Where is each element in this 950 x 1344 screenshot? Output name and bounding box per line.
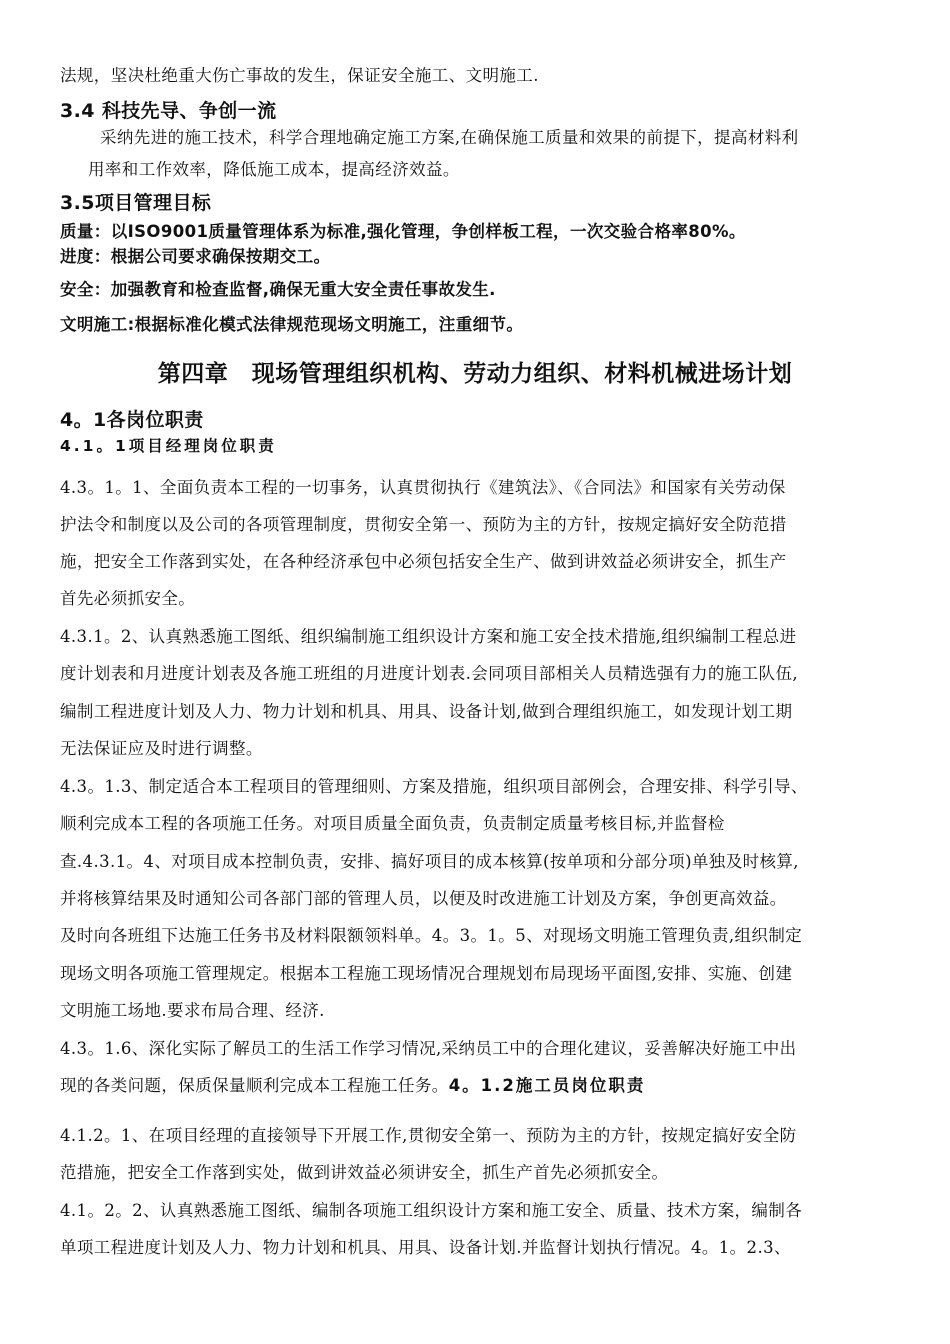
body-text-line: 顺利完成本工程的各项施工任务。对项目质量全面负责，负责制定质量考核目标,并监督检: [60, 814, 725, 833]
body-text-line: 并将核算结果及时通知公司各部门部的管理人员，以便及时改进施工计划及方案，争创更高效益。: [60, 889, 787, 908]
body-text-line: 4.3.1。2、认真熟悉施工图纸、组织编制施工组织设计方案和施工安全技术措施,组织编制工程总进: [60, 627, 797, 646]
body-text-line: 单项工程进度计划及人力、物力计划和机具、用具、设备计划.并监督计划执行情况。4。1。2.3、: [60, 1238, 791, 1257]
body-text-line: 施，把安全工作落到实处，在各种经济承包中必须包括安全生产、做到讲效益必须讲安全，抓生产: [60, 552, 787, 571]
section-heading-3-4: 3.4 科技先导、争创一流: [60, 100, 277, 122]
body-text-segment: 现的各类问题，保质保量顺利完成本工程施工任务。: [60, 1076, 449, 1095]
body-text-line: 4.1.2。1、在项目经理的直接领导下开展工作,贯彻安全第一、预防为主的方针，按规定搞好安全防: [60, 1126, 797, 1145]
body-text-line: 护法令和制度以及公司的各项管理制度，贯彻安全第一、预防为主的方针，按规定搞好安全防范措: [60, 515, 787, 534]
body-text-line: 首先必须抓安全。: [60, 589, 196, 608]
body-text-line: 4.1。2。2、认真熟悉施工图纸、编制各项施工组织设计方案和施工安全、质量、技术方案，编制各: [60, 1201, 803, 1220]
body-text-line: [60, 1072, 645, 1096]
body-text-line: 4.3。1.3、制定适合本工程项目的管理细则、方案及措施，组织项目部例会，合理安排、科学引导、: [60, 777, 808, 796]
subsection-heading-4-1-2: 4。1.2施工员岗位职责: [448, 1076, 646, 1095]
chapter-title: 第四章 现场管理组织机构、劳动力组织、材料机械进场计划: [157, 361, 793, 387]
body-text-line: 无法保证应及时进行调整。: [60, 739, 263, 758]
body-text-line: 度计划表和月进度计划表及各施工班组的月进度计划表.会同项目部相关人员精选强有力的施工队伍,: [60, 664, 798, 683]
body-text-line: 范措施，把安全工作落到实处，做到讲效益必须讲安全，抓生产首先必须抓安全。: [60, 1163, 669, 1182]
subsection-heading-4-1-1: 4.1。1项目经理岗位职责: [60, 437, 277, 455]
body-text-line: 文明施工场地.要求布局合理、经济.: [60, 1001, 325, 1020]
goal-schedule: 进度：根据公司要求确保按期交工。: [60, 247, 331, 266]
body-text-line: 及时向各班组下达施工任务书及材料限额领料单。4。3。1。5、对现场文明施工管理负责,组织制定: [60, 926, 803, 945]
body-text-line: 4.3。1.6、深化实际了解员工的生活工作学习情况,采纳员工中的合理化建议，妥善解决好施工中出: [60, 1039, 797, 1058]
goal-safety: 安全：加强教育和检查监督,确保无重大安全责任事故发生.: [60, 280, 496, 299]
body-text-line: 查.4.3.1。4、对项目成本控制负责，安排、搞好项目的成本核算(按单项和分部分项)单独及时核算,: [60, 852, 799, 871]
body-text-line: 用率和工作效率，降低施工成本，提高经济效益。: [88, 160, 460, 179]
body-text-line: 现场文明各项施工管理规定。根据本工程施工现场情况合理规划布局现场平面图,安排、实施、创建: [60, 964, 793, 983]
body-text-line: 4.3。1。1、全面负责本工程的一切事务，认真贯彻执行《建筑法》、《合同法》和国家有关劳动保: [60, 478, 786, 497]
body-text-line: 编制工程进度计划及人力、物力计划和机具、用具、设备计划,做到合理组织施工，如发现计划工期: [60, 702, 793, 721]
goal-quality: 质量：以ISO9001质量管理体系为标准,强化管理，争创样板工程，一次交验合格率80%。: [60, 222, 746, 241]
goal-civilized-construction: 文明施工:根据标准化模式法律规范现场文明施工，注重细节。: [60, 315, 524, 334]
body-text-line: 采纳先进的施工技术，科学合理地确定施工方案,在确保施工质量和效果的前提下，提高材料利: [100, 128, 799, 147]
body-text-line: 法规，坚决杜绝重大伤亡事故的发生，保证安全施工、文明施工.: [60, 66, 539, 85]
section-heading-3-5: 3.5项目管理目标: [60, 192, 212, 214]
section-heading-4-1: 4。1各岗位职责: [60, 409, 204, 431]
